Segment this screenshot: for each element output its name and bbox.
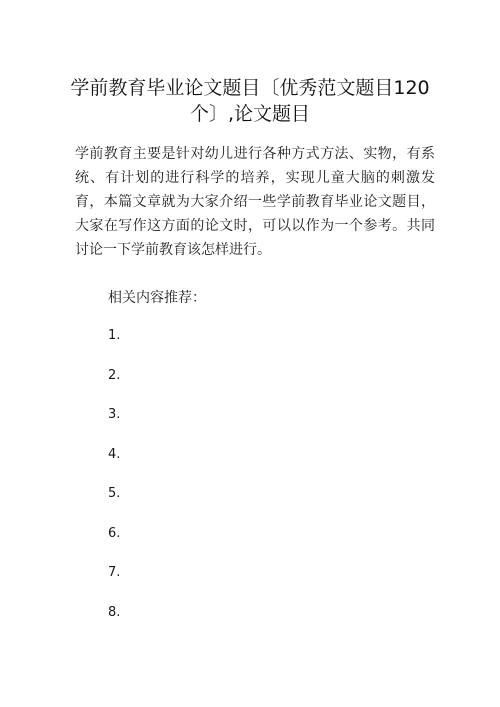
document-title: 学前教育毕业论文题目〔优秀范文题目120个〕,论文题目: [70, 77, 430, 125]
list-item: 5.: [108, 486, 121, 501]
recommended-list: [108, 326, 120, 642]
list-item: 1.: [108, 328, 121, 343]
list-item: 7.: [108, 565, 121, 580]
list-item: 2.: [108, 367, 121, 383]
list-item: 6.: [108, 525, 121, 541]
list-item: 3.: [108, 407, 121, 422]
intro-paragraph: 学前教育主要是针对幼儿进行各种方式方法、实物，有系统、有计划的进行科学的培养，实现儿童大脑的刺激发育，本篇文章就为大家介绍一些学前教育毕业论文题目，大家在写作这方面的论文时，可以以作为一个参考。共同讨论一下学前教育该怎样进行。: [75, 146, 435, 258]
list-item: 4.: [108, 446, 121, 462]
list-item: 8.: [108, 604, 121, 620]
related-content-label: 相关内容推荐：: [108, 290, 206, 306]
